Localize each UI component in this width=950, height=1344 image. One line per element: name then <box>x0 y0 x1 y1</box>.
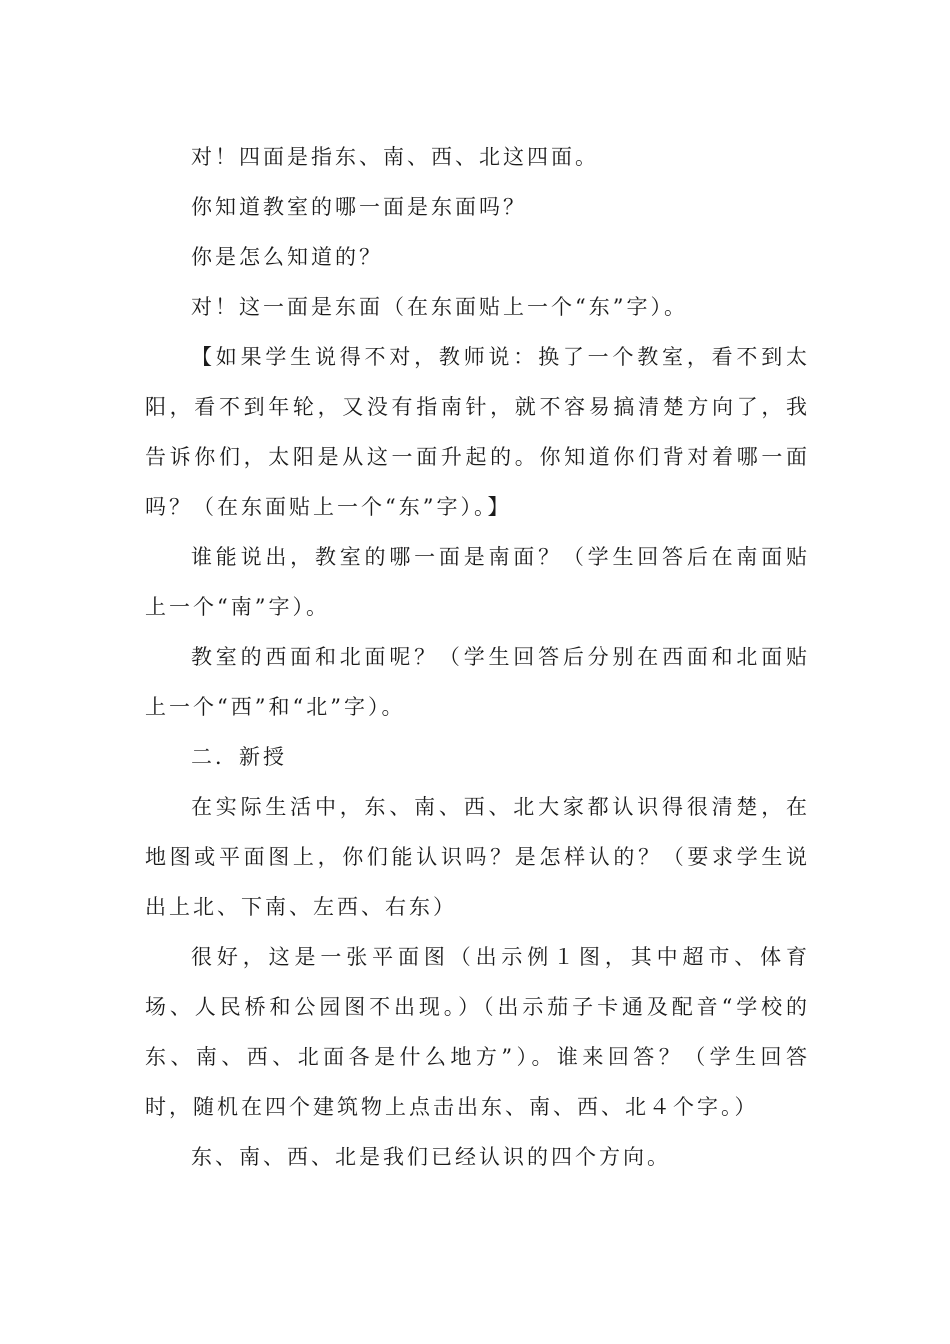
paragraph-question-west-north: 教室的西面和北面呢？（学生回答后分别在西面和北面贴上一个“西”和“北”字）。 <box>145 645 810 719</box>
document-body <box>145 132 810 1182</box>
paragraph-question-south: 谁能说出，教室的哪一面是南面？（学生回答后在南面贴上一个“南”字）。 <box>145 545 810 619</box>
paragraph-question-east: 你知道教室的哪一面是东面吗？ <box>191 195 527 219</box>
paragraph-four-sides: 对！四面是指东、南、西、北这四面。 <box>191 145 599 169</box>
paragraph-plan-example: 很好，这是一张平面图（出示例１图，其中超市、体育场、人民桥和公园图不出现。）（出示茄子卡通及配音“学校的东、南、西、北面各是什么地方”）。谁来回答？（学生回答时，随机在四个建筑物上点击出东、南、西、北４个字。） <box>145 945 810 1119</box>
section-heading-new-lesson: 二．新授 <box>191 745 287 769</box>
paragraph-map-directions: 在实际生活中，东、南、西、北大家都认识得很清楚，在地图或平面图上，你们能认识吗？是怎样认的？（要求学生说出上北、下南、左西、右东） <box>145 795 810 919</box>
paragraph-east-confirm: 对！这一面是东面（在东面贴上一个“东”字）。 <box>191 295 688 319</box>
paragraph-teacher-note: 【如果学生说得不对，教师说：换了一个教室，看不到太阳，看不到年轮，又没有指南针，就不容易搞清楚方向了，我告诉你们，太阳是从这一面升起的。你知道你们背对着哪一面吗？（在东面贴上一个“东”字）。】 <box>145 345 810 519</box>
paragraph-four-directions: 东、南、西、北是我们已经认识的四个方向。 <box>191 1145 671 1169</box>
paragraph-question-how: 你是怎么知道的？ <box>191 245 383 269</box>
